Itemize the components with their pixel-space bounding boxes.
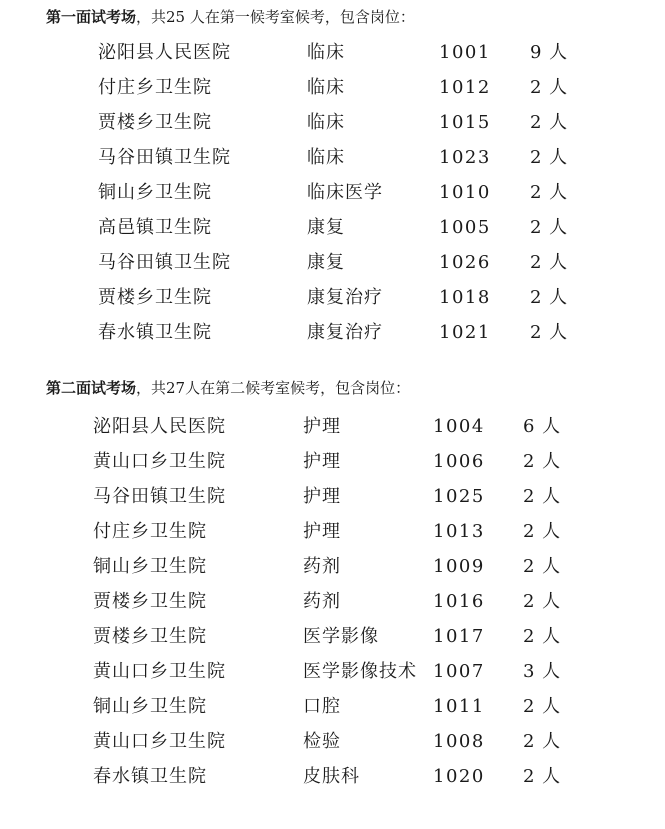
- code-cell: 1018: [439, 287, 491, 308]
- code-cell: 1016: [433, 591, 485, 612]
- count-cell: 2 人: [530, 252, 569, 273]
- post-cell: 康复: [307, 217, 345, 238]
- code-cell: 1008: [433, 731, 485, 752]
- table-row: [0, 112, 665, 147]
- count-cell: 6 人: [523, 416, 562, 437]
- table-row: [0, 322, 665, 357]
- count-cell: 3 人: [523, 661, 562, 682]
- post-cell: 康复治疗: [307, 287, 383, 308]
- post-cell: 康复治疗: [307, 322, 383, 343]
- code-cell: 1021: [439, 322, 491, 343]
- count-cell: 9 人: [530, 42, 569, 63]
- count-cell: 2 人: [523, 451, 562, 472]
- table-row: [0, 217, 665, 252]
- table-row: [0, 451, 665, 486]
- count-cell: 2 人: [523, 486, 562, 507]
- table-row: [0, 77, 665, 112]
- post-cell: 药剂: [303, 556, 341, 577]
- table-row: [0, 486, 665, 521]
- count-cell: 2 人: [523, 521, 562, 542]
- code-cell: 1023: [439, 147, 491, 168]
- post-cell: 临床: [307, 147, 345, 168]
- post-cell: 检验: [303, 731, 341, 752]
- code-cell: 1017: [433, 626, 485, 647]
- table-row: [0, 521, 665, 556]
- unit-cell: 春水镇卫生院: [93, 766, 207, 787]
- post-cell: 护理: [303, 416, 341, 437]
- post-cell: 康复: [307, 252, 345, 273]
- unit-cell: 铜山乡卫生院: [93, 556, 207, 577]
- count-cell: 2 人: [523, 626, 562, 647]
- section1-table: [0, 42, 665, 357]
- unit-cell: 春水镇卫生院: [98, 322, 212, 343]
- section2-heading: [46, 378, 410, 398]
- count-cell: 2 人: [530, 322, 569, 343]
- post-cell: 临床: [307, 112, 345, 133]
- unit-cell: 铜山乡卫生院: [93, 696, 207, 717]
- code-cell: 1009: [433, 556, 485, 577]
- unit-cell: 贾楼乡卫生院: [98, 112, 212, 133]
- unit-cell: 泌阳县人民医院: [93, 416, 226, 437]
- code-cell: 1013: [433, 521, 485, 542]
- post-cell: 临床医学: [307, 182, 383, 203]
- count-cell: 2 人: [530, 112, 569, 133]
- code-cell: 1001: [439, 42, 491, 63]
- unit-cell: 高邑镇卫生院: [98, 217, 212, 238]
- table-row: [0, 731, 665, 766]
- post-cell: 护理: [303, 451, 341, 472]
- post-cell: 药剂: [303, 591, 341, 612]
- code-cell: 1026: [439, 252, 491, 273]
- section1-title: 第一面试考场: [46, 8, 137, 26]
- table-row: [0, 766, 665, 801]
- code-cell: 1005: [439, 217, 491, 238]
- unit-cell: 贾楼乡卫生院: [93, 591, 207, 612]
- unit-cell: 贾楼乡卫生院: [93, 626, 207, 647]
- count-cell: 2 人: [523, 556, 562, 577]
- section2-title: 第二面试考场: [46, 379, 137, 397]
- table-row: [0, 287, 665, 322]
- table-row: [0, 416, 665, 451]
- code-cell: 1015: [439, 112, 491, 133]
- post-cell: 护理: [303, 521, 341, 542]
- code-cell: 1012: [439, 77, 491, 98]
- section1-description: ，共25 人在第一候考室候考，包含岗位：: [136, 8, 415, 26]
- section2-table: [0, 416, 665, 801]
- unit-cell: 黄山口乡卫生院: [93, 451, 226, 472]
- unit-cell: 马谷田镇卫生院: [98, 147, 231, 168]
- code-cell: 1006: [433, 451, 485, 472]
- table-row: [0, 626, 665, 661]
- unit-cell: 马谷田镇卫生院: [93, 486, 226, 507]
- post-cell: 医学影像: [303, 626, 379, 647]
- code-cell: 1010: [439, 182, 491, 203]
- code-cell: 1004: [433, 416, 485, 437]
- post-cell: 临床: [307, 42, 345, 63]
- unit-cell: 黄山口乡卫生院: [93, 661, 226, 682]
- count-cell: 2 人: [523, 696, 562, 717]
- count-cell: 2 人: [523, 731, 562, 752]
- post-cell: 护理: [303, 486, 341, 507]
- unit-cell: 黄山口乡卫生院: [93, 731, 226, 752]
- unit-cell: 贾楼乡卫生院: [98, 287, 212, 308]
- count-cell: 2 人: [530, 77, 569, 98]
- table-row: [0, 696, 665, 731]
- table-row: [0, 556, 665, 591]
- post-cell: 口腔: [303, 696, 341, 717]
- unit-cell: 付庄乡卫生院: [93, 521, 207, 542]
- code-cell: 1007: [433, 661, 485, 682]
- unit-cell: 铜山乡卫生院: [98, 182, 212, 203]
- code-cell: 1020: [433, 766, 485, 787]
- count-cell: 2 人: [530, 182, 569, 203]
- table-row: [0, 182, 665, 217]
- count-cell: 2 人: [523, 591, 562, 612]
- code-cell: 1011: [433, 696, 485, 717]
- post-cell: 临床: [307, 77, 345, 98]
- count-cell: 2 人: [523, 766, 562, 787]
- section2-description: ，共27人在第二候考室候考，包含岗位：: [136, 379, 411, 397]
- post-cell: 皮肤科: [303, 766, 360, 787]
- table-row: [0, 42, 665, 77]
- count-cell: 2 人: [530, 217, 569, 238]
- table-row: [0, 147, 665, 182]
- count-cell: 2 人: [530, 287, 569, 308]
- count-cell: 2 人: [530, 147, 569, 168]
- post-cell: 医学影像技术: [303, 661, 417, 682]
- unit-cell: 付庄乡卫生院: [98, 77, 212, 98]
- unit-cell: 马谷田镇卫生院: [98, 252, 231, 273]
- table-row: [0, 252, 665, 287]
- code-cell: 1025: [433, 486, 485, 507]
- unit-cell: 泌阳县人民医院: [98, 42, 231, 63]
- table-row: [0, 661, 665, 696]
- section1-heading: [46, 7, 415, 27]
- table-row: [0, 591, 665, 626]
